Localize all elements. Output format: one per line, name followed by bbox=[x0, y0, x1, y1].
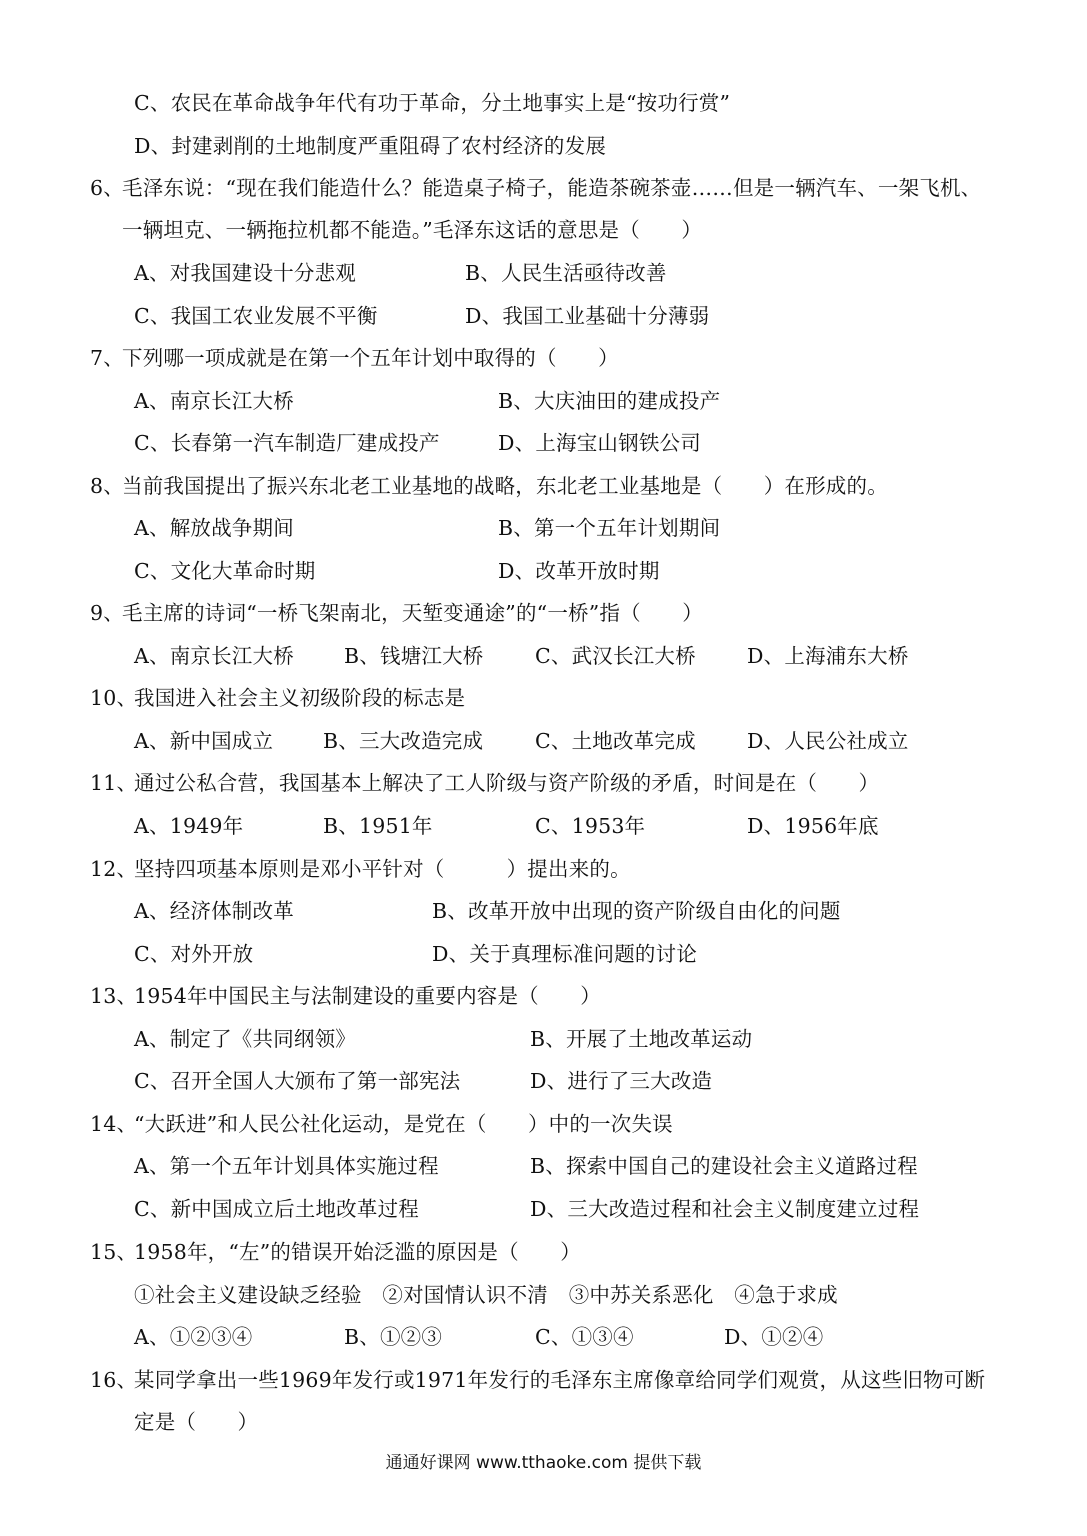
q14-number: 14、 bbox=[90, 1112, 138, 1136]
q12-option-d: D、关于真理标准问题的讨论 bbox=[432, 942, 698, 966]
q15-stem: 1958年，“左”的错误开始泛滥的原因是（ ） bbox=[134, 1240, 581, 1264]
q11-option-b: B、1951年 bbox=[323, 814, 433, 838]
q8-stem: 当前我国提出了振兴东北老工业基地的战略，东北老工业基地是（ ）在形成的。 bbox=[122, 474, 888, 498]
q6-option-b: B、人民生活亟待改善 bbox=[465, 261, 667, 285]
q7-number: 7、 bbox=[90, 346, 124, 370]
q8-option-a: A、解放战争期间 bbox=[134, 516, 294, 540]
q15-option-c: C、①③④ bbox=[535, 1325, 634, 1349]
q6-option-a: A、对我国建设十分悲观 bbox=[134, 261, 357, 285]
q5-option-c: C、农民在革命战争年代有功于革命，分土地事实上是“按功行赏” bbox=[134, 91, 731, 115]
q10-option-c: C、土地改革完成 bbox=[535, 729, 696, 753]
q7-option-b: B、大庆油田的建成投产 bbox=[498, 389, 721, 413]
page-footer: 通通好课网 www.tthaoke.com 提供下载 bbox=[385, 1453, 702, 1473]
q8-option-b: B、第一个五年计划期间 bbox=[498, 516, 721, 540]
q15-option-d: D、①②④ bbox=[724, 1325, 824, 1349]
q7-stem: 下列哪一项成就是在第一个五年计划中取得的（ ） bbox=[122, 346, 619, 370]
q14-option-d: D、三大改造过程和社会主义制度建立过程 bbox=[530, 1197, 920, 1221]
q8-option-d: D、改革开放时期 bbox=[498, 559, 660, 583]
q13-stem: 1954年中国民主与法制建设的重要内容是（ ） bbox=[134, 984, 601, 1008]
q6-stem-line2: 一辆坦克、一辆拖拉机都不能造。”毛泽东这话的意思是（ ） bbox=[122, 218, 703, 242]
q7-option-d: D、上海宝山钢铁公司 bbox=[498, 431, 701, 455]
q14-stem: “大跃进”和人民公社化运动，是党在（ ）中的一次失误 bbox=[134, 1112, 673, 1136]
q11-number: 11、 bbox=[90, 771, 138, 795]
q9-option-d: D、上海浦东大桥 bbox=[747, 644, 909, 668]
q9-option-b: B、钱塘江大桥 bbox=[344, 644, 484, 668]
q15-number: 15、 bbox=[90, 1240, 138, 1264]
q6-option-d: D、我国工业基础十分薄弱 bbox=[465, 304, 710, 328]
q16-number: 16、 bbox=[90, 1368, 138, 1392]
q7-option-c: C、长春第一汽车制造厂建成投产 bbox=[134, 431, 440, 455]
q8-option-c: C、文化大革命时期 bbox=[134, 559, 316, 583]
q10-option-b: B、三大改造完成 bbox=[323, 729, 484, 753]
q9-option-c: C、武汉长江大桥 bbox=[535, 644, 696, 668]
q9-option-a: A、南京长江大桥 bbox=[134, 644, 294, 668]
q16-stem-line1: 某同学拿出一些1969年发行或1971年发行的毛泽东主席像章给同学们观赏，从这些旧物可断 bbox=[134, 1368, 986, 1392]
q13-number: 13、 bbox=[90, 984, 138, 1008]
q10-number: 10、 bbox=[90, 686, 138, 710]
q12-option-c: C、对外开放 bbox=[134, 942, 254, 966]
q13-option-a: A、制定了《共同纲领》 bbox=[134, 1027, 357, 1051]
q7-option-a: A、南京长江大桥 bbox=[134, 389, 294, 413]
q15-items: ①社会主义建设缺乏经验 ②对国情认识不清 ③中苏关系恶化 ④急于求成 bbox=[134, 1283, 838, 1307]
q14-option-a: A、第一个五年计划具体实施过程 bbox=[134, 1154, 439, 1178]
q5-option-d: D、封建剥削的土地制度严重阻碍了农村经济的发展 bbox=[134, 134, 607, 158]
q15-option-b: B、①②③ bbox=[344, 1325, 443, 1349]
q10-option-a: A、新中国成立 bbox=[134, 729, 274, 753]
q12-stem: 坚持四项基本原则是邓小平针对（ ）提出来的。 bbox=[134, 857, 631, 881]
q6-number: 6、 bbox=[90, 176, 124, 200]
q13-option-c: C、召开全国人大颁布了第一部宪法 bbox=[134, 1069, 461, 1093]
q12-option-b: B、改革开放中出现的资产阶级自由化的问题 bbox=[432, 899, 841, 923]
q14-option-b: B、探索中国自己的建设社会主义道路过程 bbox=[530, 1154, 918, 1178]
q12-option-a: A、经济体制改革 bbox=[134, 899, 294, 923]
q11-option-d: D、1956年底 bbox=[747, 814, 879, 838]
q10-stem: 我国进入社会主义初级阶段的标志是 bbox=[134, 686, 466, 710]
q15-option-a: A、①②③④ bbox=[134, 1325, 253, 1349]
q11-option-a: A、1949年 bbox=[134, 814, 244, 838]
q13-option-b: B、开展了土地改革运动 bbox=[530, 1027, 753, 1051]
q11-option-c: C、1953年 bbox=[535, 814, 646, 838]
q6-option-c: C、我国工农业发展不平衡 bbox=[134, 304, 378, 328]
q6-stem-line1: 毛泽东说：“现在我们能造什么？能造桌子椅子，能造茶碗茶壶……但是一辆汽车、一架飞机、 bbox=[122, 176, 982, 200]
q10-option-d: D、人民公社成立 bbox=[747, 729, 909, 753]
q11-stem: 通过公私合营，我国基本上解决了工人阶级与资产阶级的矛盾，时间是在（ ） bbox=[134, 771, 880, 795]
q8-number: 8、 bbox=[90, 474, 124, 498]
q9-stem: 毛主席的诗词“一桥飞架南北，天堑变通途”的“一桥”指（ ） bbox=[122, 601, 703, 625]
q12-number: 12、 bbox=[90, 857, 138, 881]
q14-option-c: C、新中国成立后土地改革过程 bbox=[134, 1197, 419, 1221]
q9-number: 9、 bbox=[90, 601, 124, 625]
q13-option-d: D、进行了三大改造 bbox=[530, 1069, 713, 1093]
q16-stem-line2: 定是（ ） bbox=[134, 1410, 259, 1434]
